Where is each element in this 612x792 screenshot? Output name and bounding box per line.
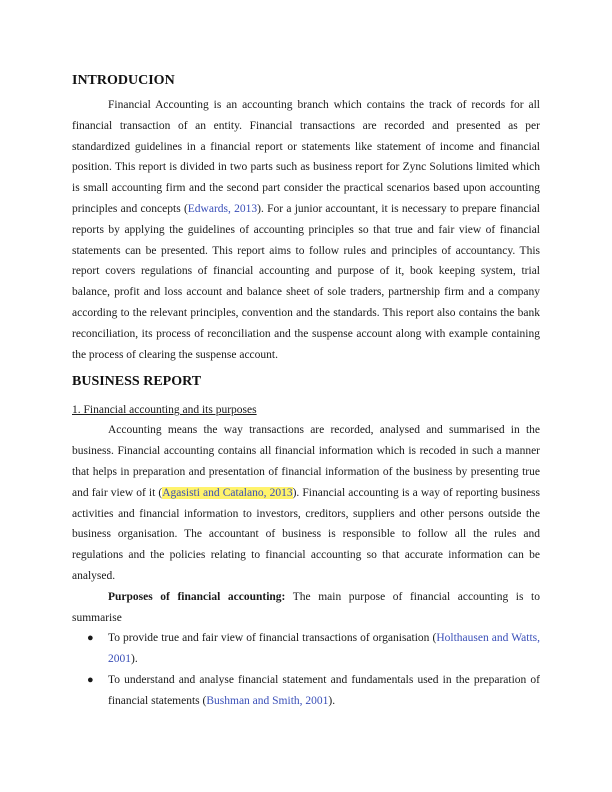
introduction-text-part-2: ). For a junior accountant, it is necessary to prepare financial reports by applying the guidelines of accounting principles so that true and fair view of financial statements can be presented. This report aims to follow rules and principles of accountancy. This report covers regulations of financial accounting and purpose of it, book keeping system, trial balance, profit and loss account and balance sheet of sole traders, partnership firm and a company according to the relevant principles, convention and the standards. This report also contains the bank reconciliation, its process of reconciliation and the suspense account along with example containing the process of clearing the suspense account. — [72, 202, 541, 361]
introduction-heading: INTRODUCION — [72, 73, 175, 88]
bullet-text-part-1: To provide true and fair view of financial transactions of organisation ( — [108, 632, 437, 645]
financial-accounting-text-part-1: Accounting means the way transactions are recorded, analysed and summarised in the business. Financial accounting contains all financial information which is recoded in such a manner that helps in preparation and presentation of financial information of the business by presenting true and fair view of it ( — [72, 424, 540, 499]
bullet-text-part-2: ). — [131, 653, 138, 666]
financial-accounting-text-part-2: ). Financial accounting is a way of reporting business activities and financial information to investors, creditors, suppliers and other persons outside the business organisation. The accountant of business is responsible to follow all the rules and regulations and the policies relating to financial accounting so that accurate information can be analysed. — [72, 486, 540, 582]
purposes-list-item — [72, 670, 540, 712]
citation-agasisti-catalano-2013[interactable]: Agasisti and Catalano, 2013 — [162, 486, 293, 499]
purposes-paragraph — [72, 587, 540, 629]
purposes-label: Purposes of financial accounting: — [108, 590, 286, 603]
citation-holthausen-watts-2001[interactable]: Holthausen and Watts, 2001 — [108, 632, 540, 666]
purposes-text: The main purpose of financial accounting is to summarise — [72, 590, 540, 624]
purposes-list-item — [72, 628, 540, 670]
financial-accounting-paragraph — [72, 420, 540, 586]
bullet-text-part-1: To understand and analyse financial statement and fundamentals used in the preparation of financial statements ( — [108, 673, 540, 707]
introduction-paragraph — [72, 95, 540, 365]
bullet-text-part-2: ). — [328, 694, 336, 707]
citation-bushman-smith-2001[interactable]: Bushman and Smith, 2001 — [206, 694, 329, 707]
business-report-heading: BUSINESS REPORT — [72, 374, 202, 390]
page-content — [72, 72, 540, 712]
introduction-text-part-1: Financial Accounting is an accounting branch which contains the track of records for all financial transaction of an entity. Financial transactions are recorded and presented as per standardized guidelines in a financial report or statements like statement of income and financial position. This report is divided in two parts such as business report for Zync Solutions limited which is small accounting firm and the second part consider the practical scenarios based upon accounting principles and concepts ( — [72, 99, 540, 215]
section-1-subheading: 1. Financial accounting and its purposes — [72, 404, 257, 417]
bullet-icon: ● — [87, 632, 94, 645]
citation-edwards-2013[interactable]: Edwards, 2013 — [187, 202, 258, 215]
purposes-list — [72, 628, 540, 711]
bullet-icon: ● — [87, 673, 94, 686]
